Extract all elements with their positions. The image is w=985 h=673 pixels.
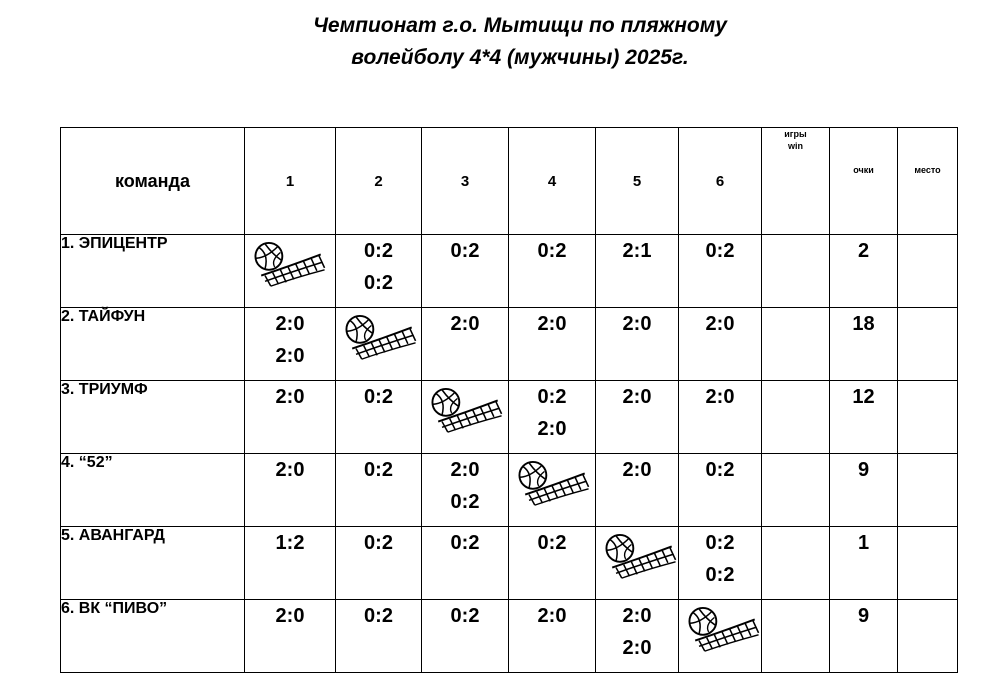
header-team: команда — [61, 128, 245, 235]
games-cell — [762, 308, 830, 381]
header-col-5: 5 — [596, 128, 679, 235]
score-cell — [336, 235, 422, 308]
score-cell — [679, 381, 762, 454]
score: 0:2 — [450, 240, 480, 262]
score-cell — [679, 235, 762, 308]
score: 0:2 — [364, 532, 393, 554]
points-cell — [830, 308, 898, 381]
score-cell — [245, 381, 336, 454]
volleyball-net-icon — [515, 460, 593, 508]
header-row — [61, 128, 958, 235]
score: 0:2 — [705, 564, 735, 586]
score-cell — [422, 527, 509, 600]
score: 1:2 — [275, 532, 305, 554]
score: 2:0 — [537, 418, 567, 440]
score: 0:2 — [537, 240, 567, 262]
points: 12 — [852, 386, 875, 408]
team-name: 1. ЭПИЦЕНТР — [61, 235, 245, 308]
score: 2:0 — [275, 459, 305, 481]
points: 9 — [857, 605, 870, 627]
page-title — [0, 10, 985, 74]
diagonal-cell — [596, 527, 679, 600]
score: 2:0 — [622, 313, 652, 335]
score-cell — [509, 235, 596, 308]
score-cell — [245, 454, 336, 527]
header-games: игры — [784, 129, 807, 139]
score-cell — [679, 527, 762, 600]
header-col-1: 1 — [245, 128, 336, 235]
score-cell — [679, 454, 762, 527]
score-cell — [679, 308, 762, 381]
place-cell — [898, 308, 958, 381]
header-games-win — [762, 128, 830, 235]
diagonal-cell — [336, 308, 422, 381]
score-cell — [336, 600, 422, 673]
team-name: 4. “52” — [61, 454, 245, 527]
score: 0:2 — [537, 532, 567, 554]
table-row — [61, 600, 958, 673]
score: 2:1 — [622, 240, 652, 262]
points-cell — [830, 235, 898, 308]
diagonal-cell — [509, 454, 596, 527]
volleyball-net-icon — [251, 241, 329, 289]
score: 2:0 — [622, 386, 652, 408]
diagonal-cell — [422, 381, 509, 454]
place-cell — [898, 600, 958, 673]
score-cell — [245, 600, 336, 673]
score: 2:0 — [622, 459, 652, 481]
volleyball-net-icon — [428, 387, 506, 435]
points-cell — [830, 527, 898, 600]
volleyball-net-icon — [685, 606, 763, 654]
score: 2:0 — [705, 386, 735, 408]
place-cell — [898, 527, 958, 600]
score-cell — [336, 381, 422, 454]
score: 2:0 — [450, 459, 480, 481]
score: 0:2 — [450, 491, 480, 513]
team-name: 3. ТРИУМФ — [61, 381, 245, 454]
score: 2:0 — [275, 605, 305, 627]
score-cell — [336, 527, 422, 600]
header-place: место — [898, 128, 958, 235]
score: 0:2 — [705, 532, 735, 554]
score: 0:2 — [450, 532, 480, 554]
team-name: 2. ТАЙФУН — [61, 308, 245, 381]
games-cell — [762, 600, 830, 673]
score-cell — [509, 600, 596, 673]
header-col-4: 4 — [509, 128, 596, 235]
table-row — [61, 235, 958, 308]
games-cell — [762, 381, 830, 454]
score-cell — [596, 308, 679, 381]
score-cell — [422, 454, 509, 527]
diagonal-cell — [245, 235, 336, 308]
standings-table — [60, 127, 958, 673]
volleyball-net-icon — [602, 533, 680, 581]
score: 2:0 — [537, 605, 567, 627]
place-cell — [898, 454, 958, 527]
table-row — [61, 454, 958, 527]
score: 0:2 — [364, 240, 393, 262]
score-cell — [596, 600, 679, 673]
score: 0:2 — [705, 240, 735, 262]
score-cell — [245, 308, 336, 381]
header-col-3: 3 — [422, 128, 509, 235]
score-cell — [509, 308, 596, 381]
score-cell — [509, 381, 596, 454]
score: 2:0 — [450, 313, 480, 335]
table-row — [61, 381, 958, 454]
points: 1 — [857, 532, 870, 554]
score-cell — [245, 527, 336, 600]
score: 0:2 — [364, 272, 393, 294]
score-cell — [596, 381, 679, 454]
title-line-1: Чемпионат г.о. Мытищи по пляжному — [313, 14, 727, 37]
header-col-2: 2 — [336, 128, 422, 235]
score: 2:0 — [275, 386, 305, 408]
table-row — [61, 308, 958, 381]
score-cell — [422, 600, 509, 673]
score: 0:2 — [364, 605, 393, 627]
score: 0:2 — [705, 459, 735, 481]
table-row — [61, 527, 958, 600]
points: 9 — [857, 459, 870, 481]
score: 2:0 — [275, 313, 305, 335]
points-cell — [830, 600, 898, 673]
header-col-6: 6 — [679, 128, 762, 235]
score: 0:2 — [537, 386, 567, 408]
title-line-2: волейболу 4*4 (мужчины) 2025г. — [351, 46, 689, 69]
header-points: очки — [830, 128, 898, 235]
score: 2:0 — [705, 313, 735, 335]
score-cell — [422, 308, 509, 381]
place-cell — [898, 381, 958, 454]
score-cell — [336, 454, 422, 527]
score: 2:0 — [537, 313, 567, 335]
points-cell — [830, 454, 898, 527]
diagonal-cell — [679, 600, 762, 673]
score: 2:0 — [622, 605, 652, 627]
score: 0:2 — [450, 605, 480, 627]
score-cell — [596, 235, 679, 308]
score: 2:0 — [275, 345, 305, 367]
score-cell — [422, 235, 509, 308]
score: 0:2 — [364, 459, 393, 481]
games-cell — [762, 235, 830, 308]
team-name: 6. ВК “ПИВО” — [61, 600, 245, 673]
score-cell — [596, 454, 679, 527]
points: 18 — [852, 313, 875, 335]
games-cell — [762, 454, 830, 527]
volleyball-net-icon — [342, 314, 420, 362]
place-cell — [898, 235, 958, 308]
points-cell — [830, 381, 898, 454]
team-name: 5. АВАНГАРД — [61, 527, 245, 600]
points: 2 — [857, 240, 870, 262]
games-cell — [762, 527, 830, 600]
header-win: win — [788, 141, 803, 151]
score: 2:0 — [622, 637, 652, 659]
score-cell — [509, 527, 596, 600]
score: 0:2 — [364, 386, 393, 408]
